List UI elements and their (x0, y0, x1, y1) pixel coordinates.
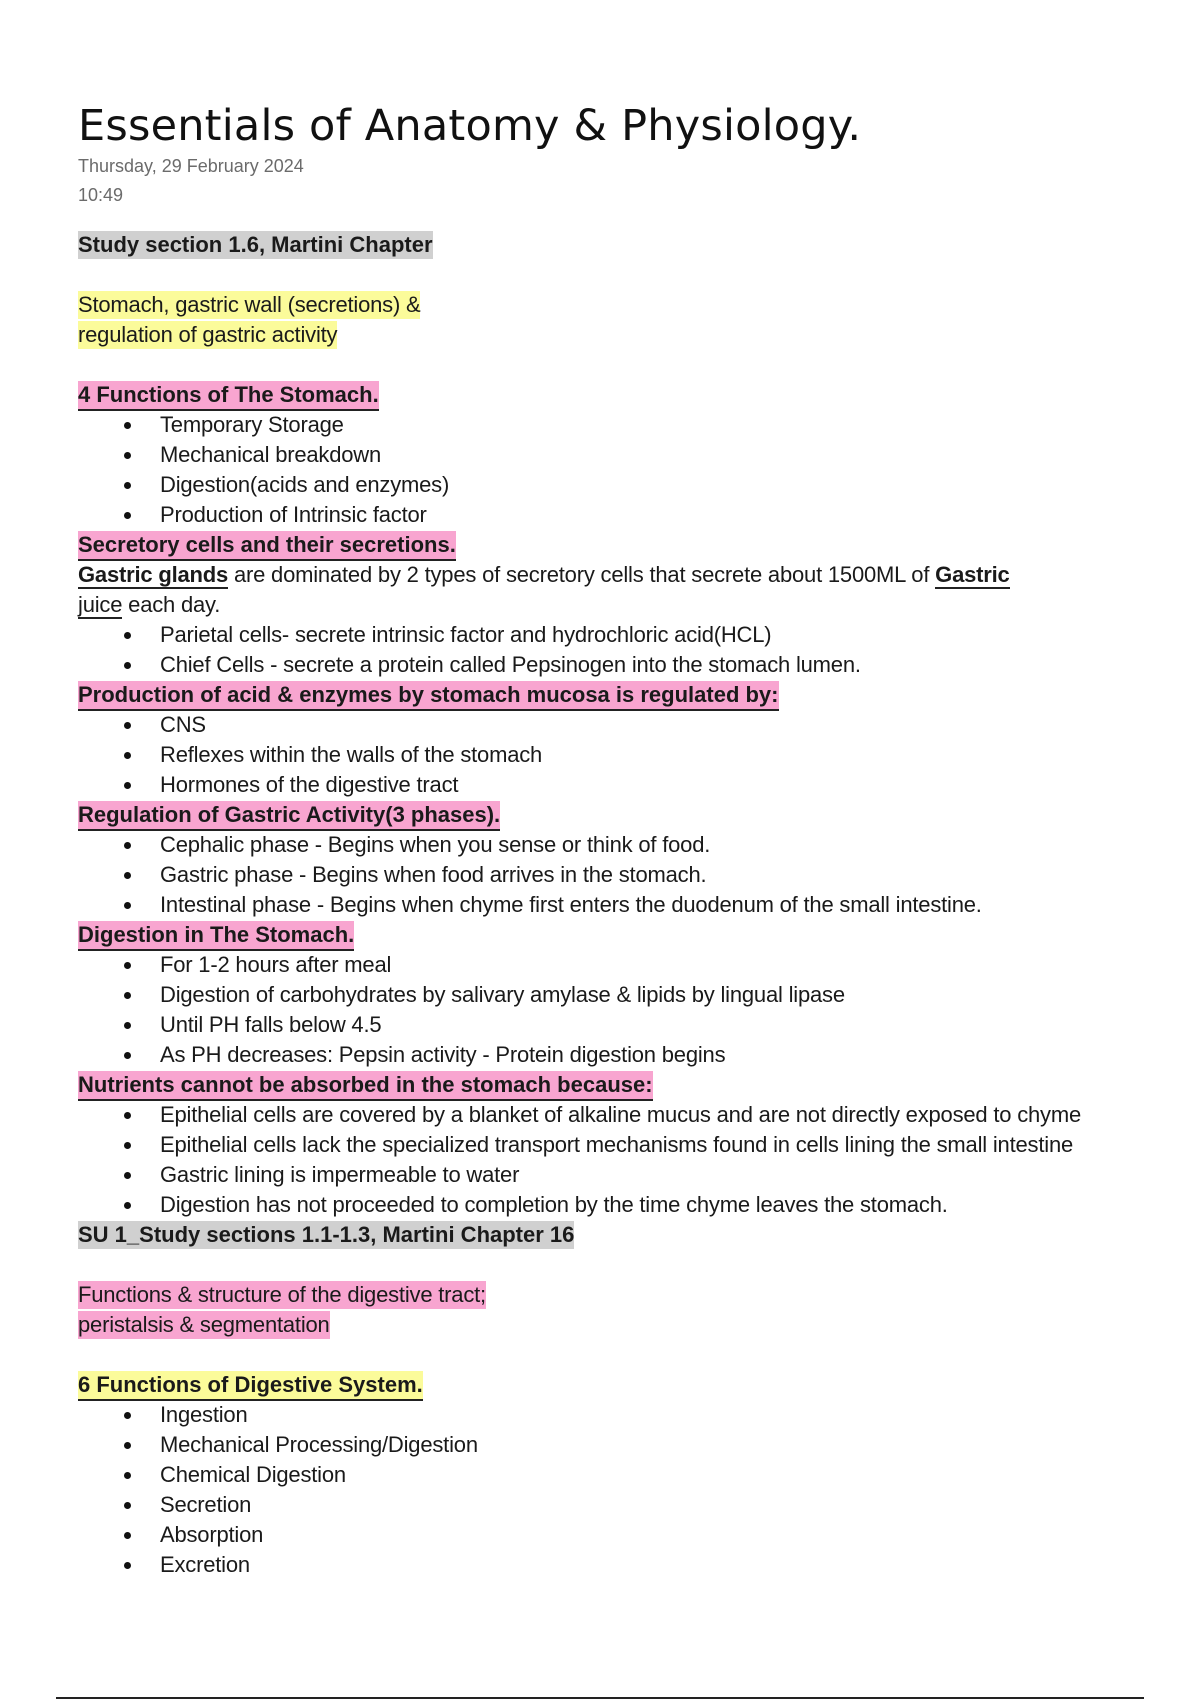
secretory-cells-paragraph (78, 560, 1118, 620)
note-page (78, 100, 1118, 1580)
digestion-stomach-heading-text: Digestion in The Stomach. (78, 921, 354, 951)
list-item: For 1-2 hours after meal (160, 950, 1118, 980)
list-item: Absorption (160, 1520, 1118, 1550)
study-section-2-text: SU 1_Study sections 1.1-1.3, Martini Chapter 16 (78, 1222, 575, 1247)
acid-regulation-heading (78, 680, 1118, 710)
study-section-2 (78, 1220, 1118, 1250)
list-item: Production of Intrinsic factor (160, 500, 1118, 530)
page-bottom-divider (56, 1697, 1144, 1699)
list-item: Secretion (160, 1490, 1118, 1520)
digestion-stomach-list (78, 950, 1118, 1070)
acid-regulation-list (78, 710, 1118, 800)
list-item: Chief Cells - secrete a protein called Pepsinogen into the stomach lumen. (160, 650, 1118, 680)
digestion-stomach-heading (78, 920, 1118, 950)
secretory-cells-list (78, 620, 1118, 680)
digestive-functions-list (78, 1400, 1118, 1580)
list-item: Mechanical Processing/Digestion (160, 1430, 1118, 1460)
topic-2-line1: Functions & structure of the digestive tract; (78, 1282, 486, 1307)
digestive-functions-heading (78, 1370, 1118, 1400)
gastric-activity-heading-text: Regulation of Gastric Activity(3 phases). (78, 801, 500, 831)
page-date: Thursday, 29 February 2024 (78, 156, 304, 176)
secretory-cells-heading (78, 530, 1118, 560)
topic-1-line2: regulation of gastric activity (78, 322, 338, 347)
nutrients-heading (78, 1070, 1118, 1100)
list-item: Reflexes within the walls of the stomach (160, 740, 1118, 770)
list-item: Gastric lining is impermeable to water (160, 1160, 1118, 1190)
digestive-functions-heading-text: 6 Functions of Digestive System. (78, 1371, 423, 1401)
gastric-activity-heading (78, 800, 1118, 830)
list-item: Excretion (160, 1550, 1118, 1580)
list-item: Digestion of carbohydrates by salivary amylase & lipids by lingual lipase (160, 980, 1118, 1010)
list-item: Temporary Storage (160, 410, 1118, 440)
secretory-cells-heading-text: Secretory cells and their secretions. (78, 531, 456, 561)
topic-2 (78, 1280, 1118, 1340)
list-item: Epithelial cells lack the specialized transport mechanisms found in cells lining the small intestine (160, 1130, 1118, 1160)
study-section-1-text: Study section 1.6, Martini Chapter (78, 232, 433, 257)
list-item: Cephalic phase - Begins when you sense or think of food. (160, 830, 1118, 860)
list-item: Ingestion (160, 1400, 1118, 1430)
list-item: As PH decreases: Pepsin activity - Protein digestion begins (160, 1040, 1118, 1070)
nutrients-heading-text: Nutrients cannot be absorbed in the stomach because: (78, 1071, 653, 1101)
paragraph-text: are dominated by 2 types of secretory cells that secrete about 1500ML of (228, 562, 936, 587)
term-gastric-glands: Gastric glands (78, 562, 229, 587)
acid-regulation-heading-text: Production of acid & enzymes by stomach mucosa is regulated by: (78, 681, 779, 711)
list-item: Parietal cells- secrete intrinsic factor and hydrochloric acid(HCL) (160, 620, 1118, 650)
stomach-functions-heading-text: 4 Functions of The Stomach. (78, 381, 379, 411)
topic-1-line1: Stomach, gastric wall (secretions) & (78, 292, 421, 317)
nutrients-list (78, 1100, 1118, 1220)
study-section-1 (78, 230, 1118, 260)
page-time: 10:49 (78, 185, 124, 205)
list-item: Chemical Digestion (160, 1460, 1118, 1490)
list-item: Digestion has not proceeded to completion by the time chyme leaves the stomach. (160, 1190, 1118, 1220)
list-item: CNS (160, 710, 1118, 740)
gastric-activity-list (78, 830, 1118, 920)
topic-1 (78, 290, 1118, 350)
list-item: Epithelial cells are covered by a blanket of alkaline mucus and are not directly exposed to chyme (160, 1100, 1118, 1130)
paragraph-text-end: each day. (122, 592, 221, 617)
list-item: Intestinal phase - Begins when chyme first enters the duodenum of the small intestine. (160, 890, 1118, 920)
stomach-functions-list (78, 410, 1118, 530)
list-item: Mechanical breakdown (160, 440, 1118, 470)
list-item: Hormones of the digestive tract (160, 770, 1118, 800)
topic-2-line2: peristalsis & segmentation (78, 1312, 330, 1337)
list-item: Digestion(acids and enzymes) (160, 470, 1118, 500)
list-item: Gastric phase - Begins when food arrives in the stomach. (160, 860, 1118, 890)
term-gastric: Gastric (935, 562, 1010, 587)
page-title: Essentials of Anatomy & Physiology. (78, 101, 862, 151)
list-item: Until PH falls below 4.5 (160, 1010, 1118, 1040)
stomach-functions-heading (78, 380, 1118, 410)
term-juice: juice (78, 592, 123, 617)
